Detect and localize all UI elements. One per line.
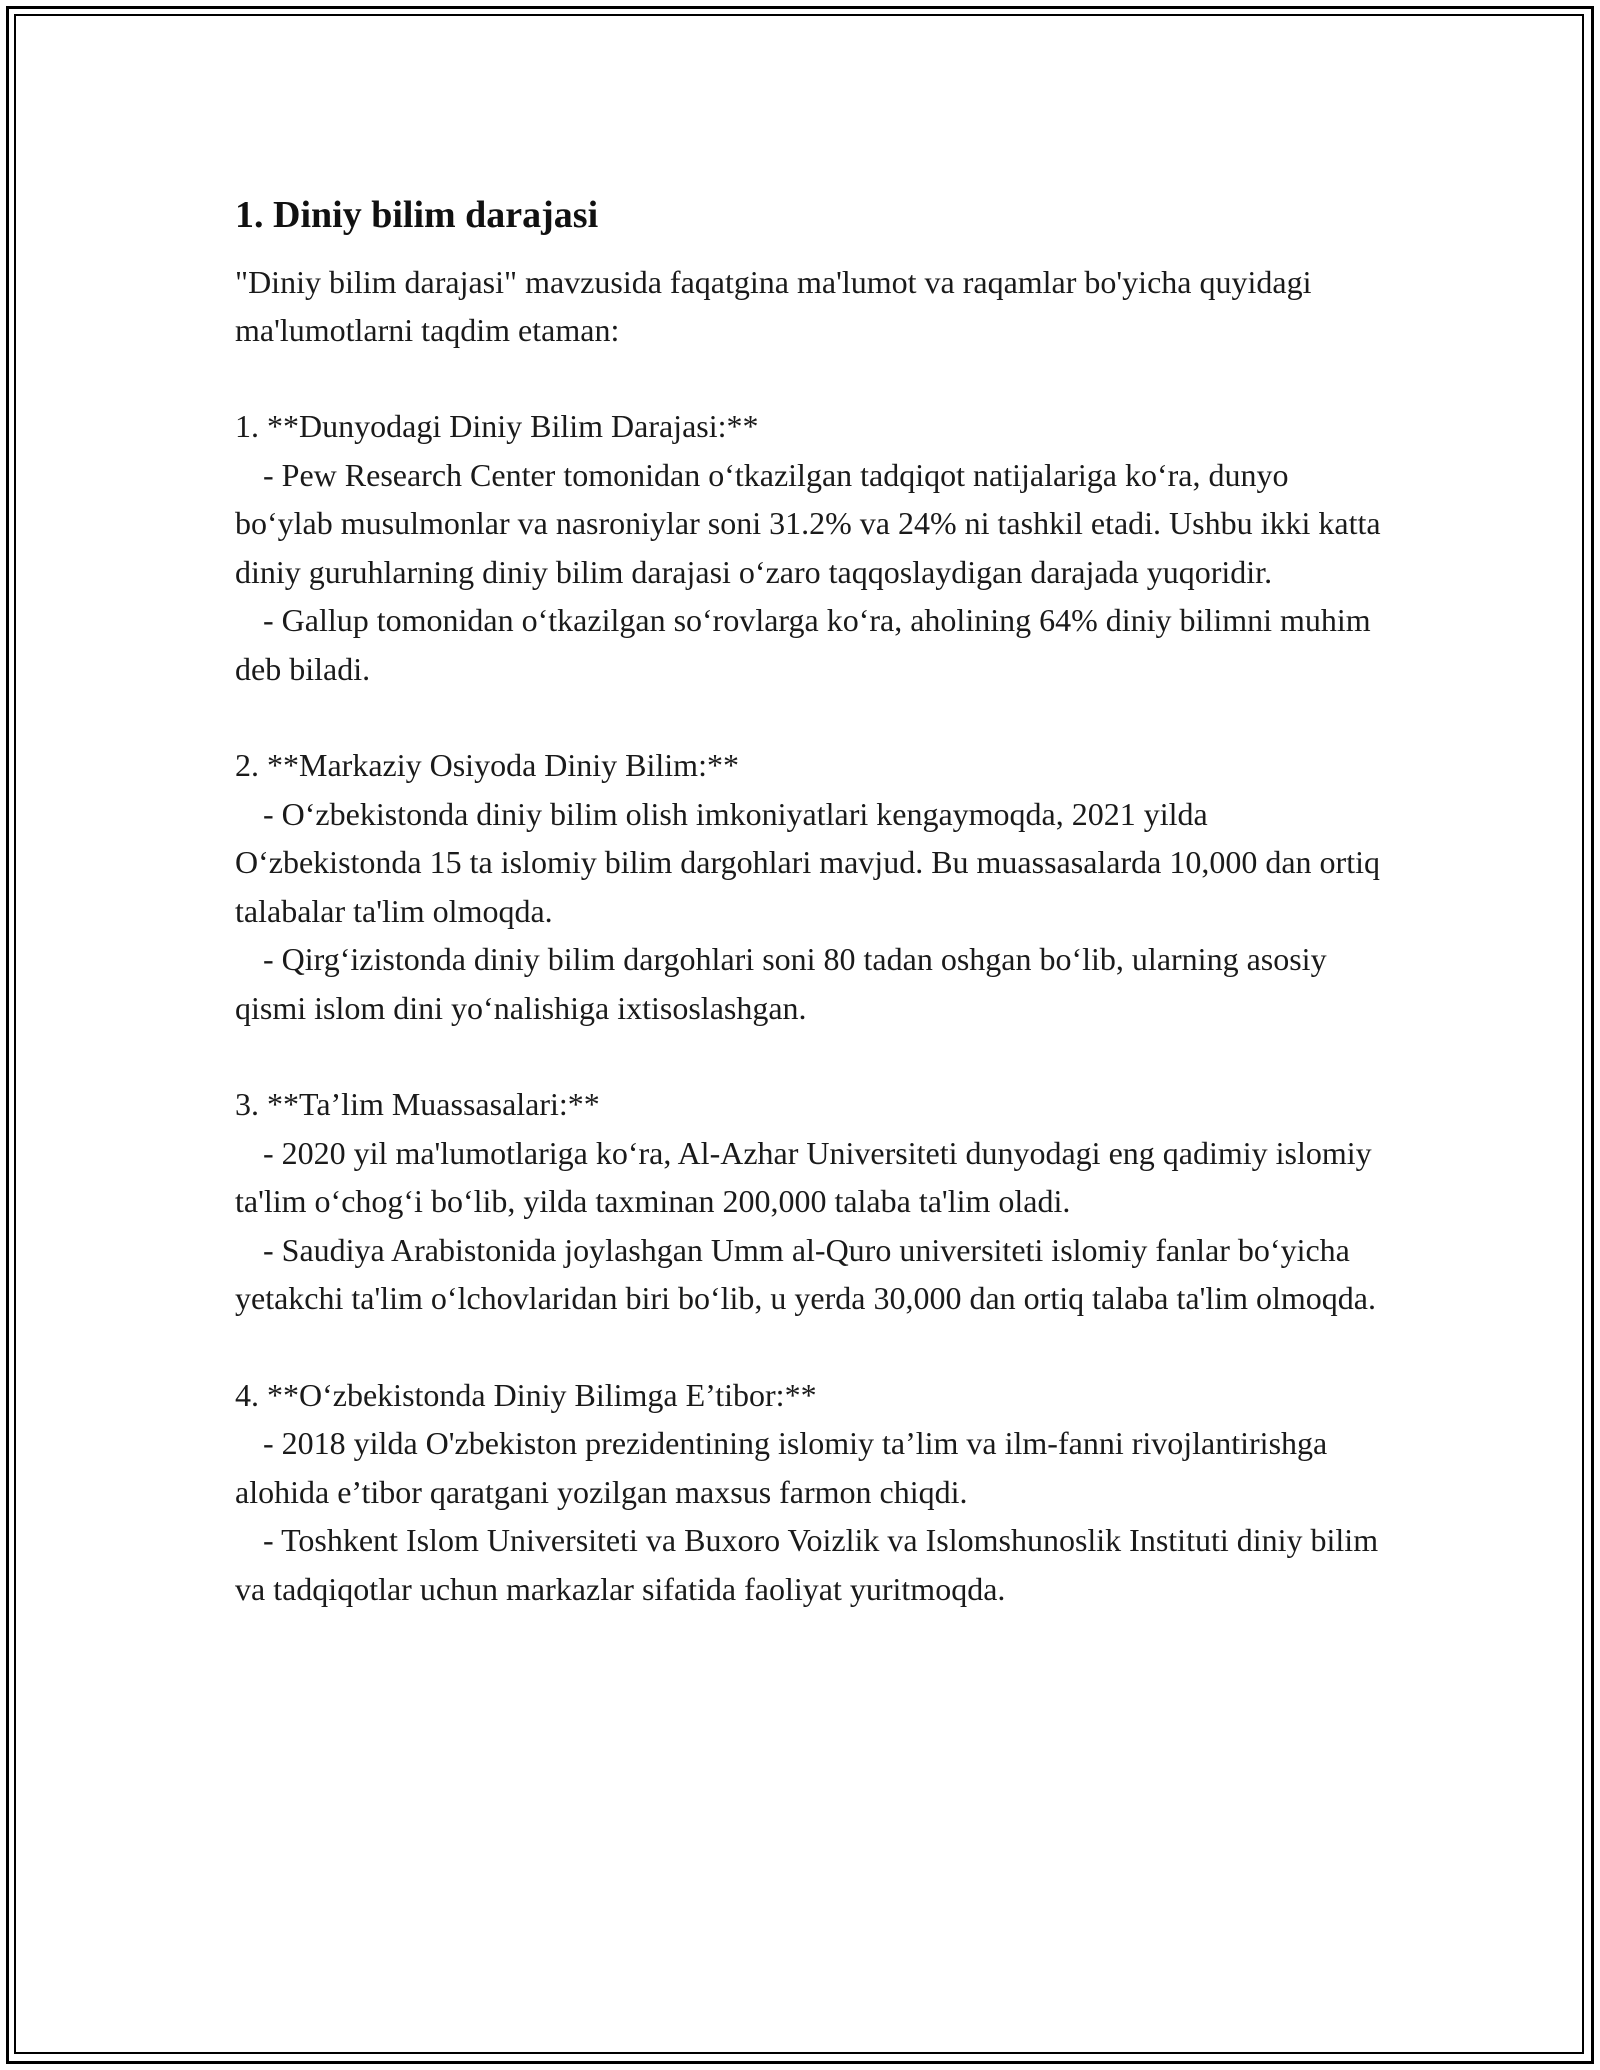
section-3: [235, 1080, 1385, 1323]
document-heading: 1. Diniy bilim darajasi: [235, 194, 599, 236]
bullet-item: - Qirg‘izistonda diniy bilim dargohlari soni 80 tadan oshgan bo‘lib, ularning asosiy qismi islom dini yo‘nalishiga ixtisoslashgan.: [235, 941, 1327, 1026]
bullet-item: - Saudiya Arabistonida joylashgan Umm al-Quro universiteti islomiy fanlar bo‘yicha yetakchi ta'lim o‘lchovlaridan biri bo‘lib, u yerda 30,000 dan ortiq talaba ta'lim olmoqda.: [235, 1231, 1376, 1316]
section-title: 1. **Dunyodagi Diniy Bilim Darajasi:**: [235, 408, 759, 444]
section-title: 2. **Markaziy Osiyoda Diniy Bilim:**: [235, 747, 739, 783]
bullet-item: - 2020 yil ma'lumotlariga ko‘ra, Al-Azhar Universiteti dunyodagi eng qadimiy islomiy ta'lim o‘chog‘i bo‘lib, yilda taxminan 200,000 talaba ta'lim oladi.: [235, 1134, 1372, 1219]
bullet-item: - O‘zbekistonda diniy bilim olish imkoniyatlari kengaymoqda, 2021 yilda O‘zbekistonda 15 ta islomiy bilim dargohlari mavjud. Bu muassasalarda 10,000 dan ortiq talabalar ta'lim olmoqda.: [235, 795, 1380, 929]
section-1: [235, 402, 1385, 693]
document-body: [235, 186, 1385, 1613]
section-title: 3. **Ta’lim Muassasalari:**: [235, 1086, 600, 1122]
section-title: 4. **O‘zbekistonda Diniy Bilimga E’tibor:**: [235, 1376, 817, 1413]
section-4: [235, 1371, 1385, 1614]
bullet-item: - Gallup tomonidan o‘tkazilgan so‘rovlarga ko‘ra, aholining 64% diniy bilimni muhim deb biladi.: [235, 602, 1371, 687]
section-2: [235, 741, 1385, 1032]
bullet-item: - Toshkent Islom Universiteti va Buxoro Voizlik va Islomshunoslik Instituti diniy bilim va tadqiqotlar uchun markazlar sifatida faoliyat yuritmoqda.: [235, 1522, 1379, 1607]
intro-paragraph: "Diniy bilim darajasi" mavzusida faqatgina ma'lumot va raqamlar bo'yicha quyidagi ma'lumotlarni taqdim etaman:: [235, 264, 1312, 348]
bullet-item: - Pew Research Center tomonidan o‘tkazilgan tadqiqot natijalariga ko‘ra, dunyo bo‘ylab musulmonlar va nasroniylar soni 31.2% va 24% ni tashkil etadi. Ushbu ikki katta diniy guruhlarning diniy bilim darajasi o‘zaro taqqoslaydigan darajada yuqoridir.: [235, 456, 1381, 590]
bullet-item: - 2018 yilda O'zbekiston prezidentining islomiy ta’lim va ilm-fanni rivojlantirishga alohida e’tibor qaratgani yozilgan maxsus farmon chiqdi.: [235, 1425, 1328, 1510]
